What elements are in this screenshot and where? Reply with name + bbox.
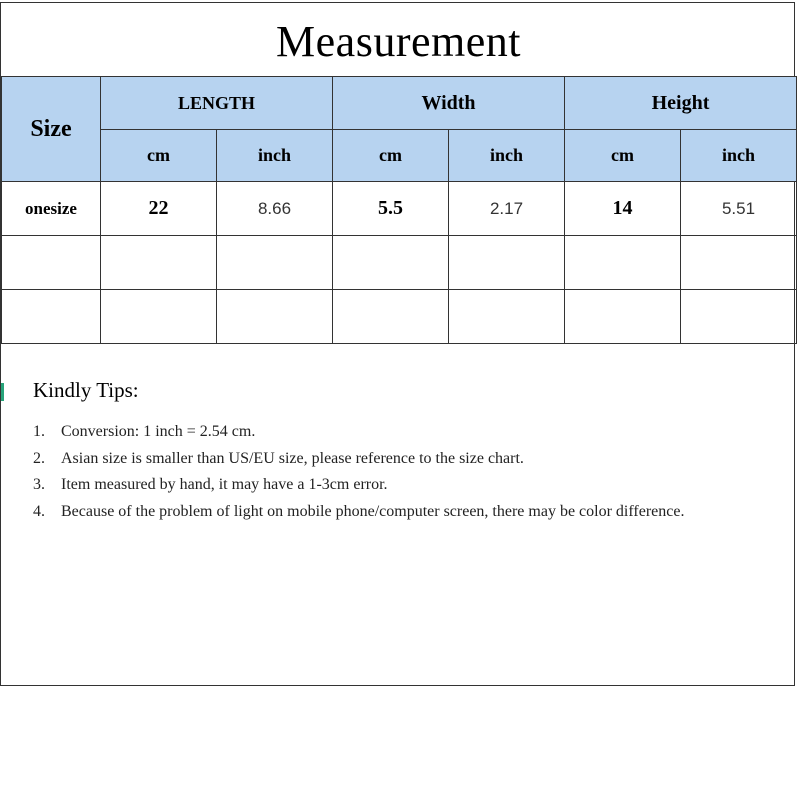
table-unit-row (2, 130, 797, 182)
table-cell: 5.5 (333, 182, 449, 236)
table-cell: 14 (565, 182, 681, 236)
table-cell (333, 290, 449, 344)
list-item-number: 3. (33, 476, 45, 493)
group-header-width: Width (333, 77, 565, 130)
table-cell (681, 290, 797, 344)
list-item (33, 419, 773, 446)
accent-marker (1, 383, 4, 401)
page-title: Measurement (276, 17, 521, 66)
table-cell (565, 290, 681, 344)
table-cell (681, 236, 797, 290)
size-header: Size (2, 77, 101, 182)
list-item (33, 446, 773, 473)
unit-header: cm (101, 130, 217, 182)
table-cell: 22 (101, 182, 217, 236)
table-cell (565, 236, 681, 290)
table-cell: 5.51 (681, 182, 797, 236)
unit-header: cm (333, 130, 449, 182)
list-item-number: 1. (33, 423, 45, 440)
list-item-number: 4. (33, 502, 45, 520)
row-size-cell: onesize (2, 182, 101, 236)
table-row (2, 236, 797, 290)
tips-list (33, 419, 773, 525)
list-item (33, 499, 773, 526)
table-cell (101, 290, 217, 344)
table-cell (449, 236, 565, 290)
unit-header: inch (217, 130, 333, 182)
table-row (2, 182, 797, 236)
table-cell: 2.17 (449, 182, 565, 236)
group-header-height: Height (565, 77, 797, 130)
unit-header: inch (681, 130, 797, 182)
table-cell (217, 236, 333, 290)
size-table (1, 76, 797, 344)
list-item-text: Because of the problem of light on mobile phone/computer screen, there may be color difference. (61, 502, 685, 520)
table-row (2, 290, 797, 344)
table-header-row (2, 77, 797, 130)
table-cell (101, 236, 217, 290)
group-header-length: LENGTH (101, 77, 333, 130)
unit-header: cm (565, 130, 681, 182)
list-item-text: Asian size is smaller than US/EU size, please reference to the size chart. (61, 449, 524, 467)
row-size-cell (2, 236, 101, 290)
list-item (33, 472, 773, 499)
tips-title: Kindly Tips: (33, 378, 139, 402)
measurement-frame (0, 2, 795, 686)
kindly-tips (33, 375, 773, 525)
table-cell (449, 290, 565, 344)
list-item-text: Item measured by hand, it may have a 1-3cm error. (61, 476, 388, 493)
list-item-text: Conversion: 1 inch = 2.54 cm. (61, 423, 256, 440)
list-item-number: 2. (33, 449, 45, 467)
table-cell (217, 290, 333, 344)
unit-header: inch (449, 130, 565, 182)
table-cell: 8.66 (217, 182, 333, 236)
row-size-cell (2, 290, 101, 344)
table-cell (333, 236, 449, 290)
